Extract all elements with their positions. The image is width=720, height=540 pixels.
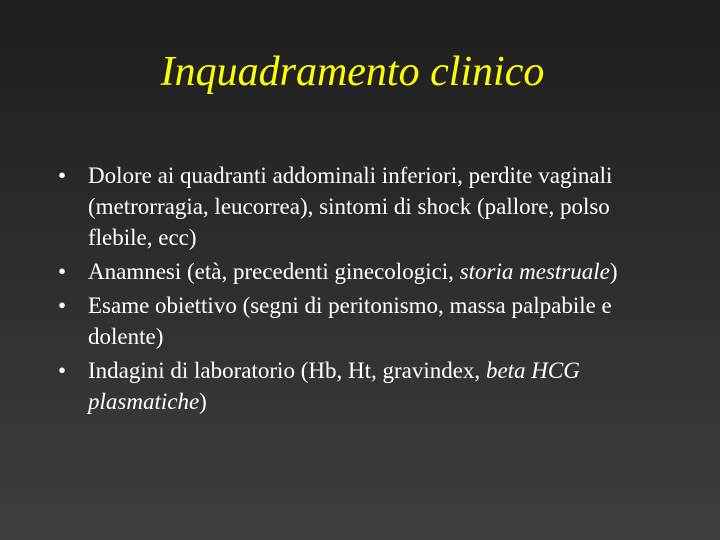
bullet-item-exam [58,290,668,352]
bullet-text: Dolore ai quadranti addominali inferiori, perdite vaginali (metrorragia, leucorrea), sintomi di shock (pallore, polso flebile, ecc) [88,163,613,250]
bullet-text: Esame obiettivo (segni di peritonismo, massa palpabile e dolente) [88,293,612,349]
bullet-text-italic: beta HCG plasmatiche [88,358,580,414]
bullet-icon: • [58,358,67,383]
bullet-text-italic: storia mestruale [459,259,610,284]
bullet-text: ) [609,259,618,284]
bullet-text: Anamnesi (età, precedenti ginecologici, [88,259,460,284]
bullet-list [58,160,668,420]
slide-title: Inquadramento clinico [160,49,545,95]
bullet-text: ) [199,389,207,414]
bullet-text: Indagini di laboratorio (Hb, Ht, gravindex, [88,358,486,383]
bullet-icon: • [58,293,67,318]
bullet-icon: • [58,163,67,188]
bullet-item-anamnesis [58,256,668,287]
bullet-icon: • [58,259,67,284]
bullet-item-lab-tests [58,355,668,417]
bullet-item-symptoms [58,160,668,253]
